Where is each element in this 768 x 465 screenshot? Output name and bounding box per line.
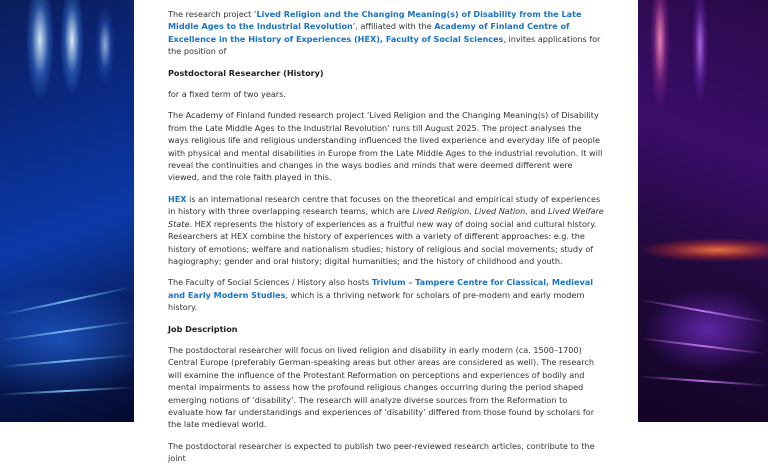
hex-text: is an international research centre that focuses on the theoretical and empirical study of experiences in history with three overlapping research teams, which are [168, 193, 601, 217]
article-content [134, 0, 638, 464]
job-description-heading: Job Description [168, 323, 238, 334]
light-streak [0, 386, 134, 395]
team-name: Lived Religion [412, 206, 470, 217]
term-paragraph: for a fixed term of two years. [168, 89, 286, 100]
intro-paragraph [168, 8, 604, 58]
light-streak [638, 337, 767, 355]
light-streak [1, 286, 132, 316]
light-streak [0, 354, 134, 368]
position-title: Postdoctoral Researcher (History) [168, 67, 324, 78]
hex-link[interactable]: HEX [168, 193, 187, 204]
light-streak [1, 321, 134, 342]
hex-paragraph [168, 193, 604, 267]
trivium-paragraph [168, 276, 604, 313]
trivium-text: The Faculty of Social Sciences / History also hosts [168, 277, 372, 288]
intro-text: , invites applications for the position of [168, 33, 601, 57]
trivium-link[interactable]: Trivium – Tampere Centre for Classical, Medieval and Early Modern Studies [168, 277, 594, 300]
hex-text: , [469, 206, 475, 217]
hex-text: . HEX represents the history of experiences as a fruitful new way of doing social and cultural history. Researchers at HEX combine the history of experiences with a variety of different approaches: e.g. the history of emotions; welfare and nationalism studies; history of religious and social movements; study of hagiography; gender and oral history; digital humanities; and the history of childhood and youth. [168, 218, 597, 266]
team-name: Lived Nation [474, 206, 526, 217]
hex-centre-link[interactable]: Academy of Finland Centre of Excellence in the History of Experiences (HEX), Faculty of Social Sciences [168, 21, 570, 44]
intro-text: ’, affiliated with the [352, 21, 435, 32]
project-link[interactable]: Lived Religion and the Changing Meaning(s) of Disability from the Late Middle Ages to the Industrial Revolution [168, 9, 582, 32]
light-streak [639, 299, 767, 324]
job-description-paragraph: The postdoctoral researcher will focus on lived religion and disability in early modern (ca. 1500–1700) Central Europe (preferably German-speaking areas but other areas are considered as well). The research will examine the influence of the Protestant Reformation on perceptions and experiences of bodily and mental impairments to assess how the profound religious changes occurring during the period shaped emerging notions of ‘disability’. The research will analyze diverse sources from the Reformation to evaluate how far understandings and experiences of ‘disability’ differed from those found by scholars for the late medieval world. [168, 344, 595, 430]
expectations-paragraph: The postdoctoral researcher is expected to publish two peer-reviewed research articles, contribute to the joint [168, 440, 595, 464]
background-right-panel [638, 0, 768, 422]
intro-text: The research project ‘ [168, 9, 257, 19]
background-left-panel [0, 0, 134, 422]
article-body [134, 0, 638, 465]
light-streak [638, 375, 768, 386]
trivium-text: , which is a thriving network for scholars of pre-modern and early modern history. [168, 289, 585, 313]
team-name: Lived Welfare State [168, 206, 604, 229]
project-description-paragraph: The Academy of Finland funded research project ‘Lived Religion and the Changing Meaning(s) of Disability from the Late Middle Ages to the Industrial Revolution’ runs till August 2025. The project analyses the ways religious life and religious understanding influenced the lived experience and everyday life of people with physical and mental disabilities in Europe from the Late Middle Ages to the industrial revolution. It will reveal the continuities and changes in the ways bodies and minds that were deemed different were viewed, and the role faith played in this. [168, 110, 603, 183]
hex-text: , and [525, 206, 549, 217]
